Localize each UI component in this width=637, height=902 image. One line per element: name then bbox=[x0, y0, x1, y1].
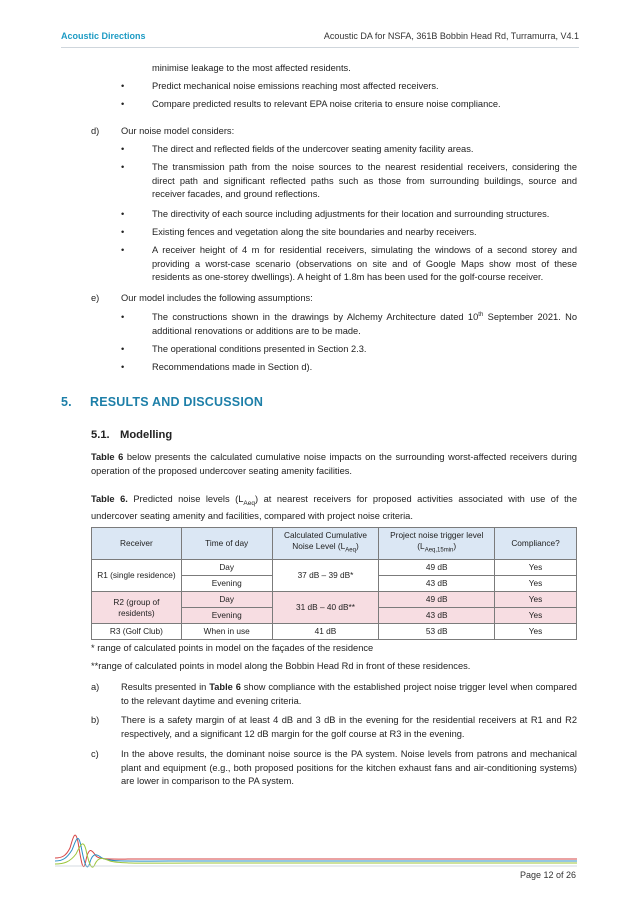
header-text: ) bbox=[453, 541, 457, 552]
header-trigger-level bbox=[379, 528, 495, 560]
header-divider bbox=[61, 47, 579, 48]
list-letter-a: a) bbox=[91, 682, 100, 692]
section-heading bbox=[61, 396, 263, 410]
text-part: show compliance with the established project noise trigger level when compared to the relevant daytime and evening criteria. bbox=[121, 682, 577, 706]
header-text: ) bbox=[355, 541, 359, 552]
subsection-heading bbox=[91, 429, 172, 443]
section-number: 5. bbox=[61, 395, 72, 409]
table-note: **range of calculated points in model along the Bobbin Head Rd in front of these residences. bbox=[91, 661, 471, 671]
header-compliance: Compliance? bbox=[495, 528, 577, 560]
bullet-text: The transmission path from the noise sources to the nearest residential receivers, considering the direct path and significant reflected paths such as those from surrounding buildings, source and receiver facades, and ground reflections. bbox=[152, 162, 577, 200]
bullet-text: minimise leakage to the most affected residents. bbox=[152, 63, 351, 73]
cell-time: When in use bbox=[181, 624, 272, 640]
table-note: * range of calculated points in model on the façades of the residence bbox=[91, 643, 374, 653]
bullet-text: Recommendations made in Section d). bbox=[152, 362, 313, 372]
bullet-text: Existing fences and vegetation along the site boundaries and nearby receivers. bbox=[152, 227, 477, 237]
table-header-row bbox=[92, 528, 577, 560]
header-text: Project noise trigger level bbox=[390, 530, 484, 541]
document-title: Acoustic DA for NSFA, 361B Bobbin Head Rd, Turramurra, V4.1 bbox=[323, 31, 579, 41]
subsection-number: 5.1. bbox=[91, 429, 110, 441]
cell-text: residents) bbox=[118, 607, 155, 618]
bullet-text: Predict mechanical noise emissions reaching most affected receivers. bbox=[152, 81, 439, 91]
bullet-dot bbox=[121, 361, 127, 375]
section-title: RESULTS AND DISCUSSION bbox=[90, 395, 264, 409]
table-reference: Table 6 bbox=[209, 682, 241, 692]
bullet-text: The direct and reflected fields of the undercover seating amenity facility areas. bbox=[152, 144, 474, 154]
cell-receiver bbox=[92, 592, 182, 624]
list-item-e-text: Our model includes the following assumptions: bbox=[121, 293, 313, 303]
bullet-dot bbox=[121, 244, 127, 258]
caption-text: ) at nearest receivers for proposed activities associated with use of the undercover seating amenity and facilities, compared with project noise criteria. bbox=[91, 494, 577, 522]
cell-time: Evening bbox=[181, 576, 272, 592]
list-letter-d: d) bbox=[91, 126, 100, 136]
cell-trigger: 53 dB bbox=[379, 624, 495, 640]
cell-receiver: R1 (single residence) bbox=[92, 560, 182, 592]
list-letter-c: c) bbox=[91, 749, 99, 759]
table-row bbox=[92, 624, 577, 640]
page-number: Page 12 of 26 bbox=[519, 870, 576, 880]
list-item-b-text: There is a safety margin of at least 4 dB and 3 dB in the evening for the residential receivers at R1 and R2 respectively, and a significant 12 dB margin for the golf course at R3 in the evening. bbox=[121, 715, 577, 739]
list-item-c-text: In the above results, the dominant noise source is the PA system. Noise levels from patrons and mechanical plant and equipment (e.g., both proposed positions for the kitchen exhaust fans and air-conditioning systems) are lower in comparison to the PA system. bbox=[121, 749, 577, 787]
cell-receiver: R3 (Golf Club) bbox=[92, 624, 182, 640]
bullet-dot bbox=[121, 80, 127, 94]
caption-label: Table 6. bbox=[91, 494, 128, 504]
cell-compliance: Yes bbox=[495, 608, 577, 624]
bullet-dot bbox=[121, 343, 127, 357]
cell-text: R2 (group of bbox=[113, 596, 160, 607]
cell-level: 31 dB – 40 dB** bbox=[272, 592, 379, 624]
header-calculated-level bbox=[272, 528, 379, 560]
bullet-text: The operational conditions presented in Section 2.3. bbox=[152, 344, 367, 354]
table-caption bbox=[91, 493, 577, 524]
subsection-title: Modelling bbox=[120, 429, 173, 441]
superscript: th bbox=[478, 311, 484, 318]
cell-time: Evening bbox=[181, 608, 272, 624]
results-table bbox=[91, 527, 577, 640]
bullet-text: The directivity of each source including adjustments for their location and surrounding structures. bbox=[152, 209, 550, 219]
intro-text: below presents the calculated cumulative noise impacts on the surrounding worst-affected receivers during operation of the proposed undercover seating amenity facilities. bbox=[91, 452, 577, 476]
bullet-dot bbox=[121, 208, 127, 222]
cell-trigger: 49 dB bbox=[379, 560, 495, 576]
cell-time: Day bbox=[181, 560, 272, 576]
list-letter-e: e) bbox=[91, 293, 100, 303]
cell-compliance: Yes bbox=[495, 592, 577, 608]
bullet-text-part: The constructions shown in the drawings by Alchemy Architecture dated 10 bbox=[152, 312, 479, 322]
subscript: Aeq bbox=[243, 499, 255, 507]
text-part: Results presented in bbox=[121, 682, 210, 692]
header-text: Calculated Cumulative bbox=[283, 530, 367, 541]
cell-compliance: Yes bbox=[495, 576, 577, 592]
table-reference: Table 6 bbox=[91, 452, 124, 462]
cell-trigger: 43 dB bbox=[379, 608, 495, 624]
cell-trigger: 43 dB bbox=[379, 576, 495, 592]
bullet-text: A receiver height of 4 m for residential receivers, simulating the windows of a second storey and providing a worst-case scenario (observations on site and of Google Maps show most of these residents as one-storey dwellings). A height of 1.8m has been used for the golf-course receiver. bbox=[152, 245, 577, 283]
list-item-a-text bbox=[121, 681, 577, 708]
bullet-dot bbox=[121, 226, 127, 240]
cell-level: 41 dB bbox=[272, 624, 379, 640]
cell-trigger: 49 dB bbox=[379, 592, 495, 608]
caption-text: Predicted noise levels (L bbox=[127, 494, 244, 504]
intro-paragraph bbox=[91, 451, 577, 478]
header-text: (L bbox=[417, 541, 425, 552]
bullet-dot bbox=[121, 98, 127, 112]
subscript: Aeq,15min bbox=[424, 547, 454, 554]
list-item-d-text: Our noise model considers: bbox=[121, 126, 235, 136]
bullet-text bbox=[152, 311, 577, 338]
table-row bbox=[92, 592, 577, 608]
bullet-text: Compare predicted results to relevant EPA noise criteria to ensure noise compliance. bbox=[152, 99, 501, 109]
subscript: Aeq bbox=[345, 547, 356, 554]
bullet-dot bbox=[121, 311, 127, 325]
header-receiver: Receiver bbox=[92, 528, 182, 560]
table-row bbox=[92, 560, 577, 576]
header-time: Time of day bbox=[181, 528, 272, 560]
cell-time: Day bbox=[181, 592, 272, 608]
bullet-text-part: September 2021. No additional renovations or additions are to be made. bbox=[152, 312, 578, 336]
cell-compliance: Yes bbox=[495, 560, 577, 576]
bullet-dot bbox=[121, 161, 127, 175]
company-logo-text: Acoustic Directions bbox=[61, 31, 146, 41]
header-text: Noise Level (L bbox=[292, 541, 346, 552]
bullet-dot bbox=[121, 143, 127, 157]
cell-compliance: Yes bbox=[495, 624, 577, 640]
cell-level: 37 dB – 39 dB* bbox=[272, 560, 379, 592]
list-letter-b: b) bbox=[91, 715, 100, 725]
